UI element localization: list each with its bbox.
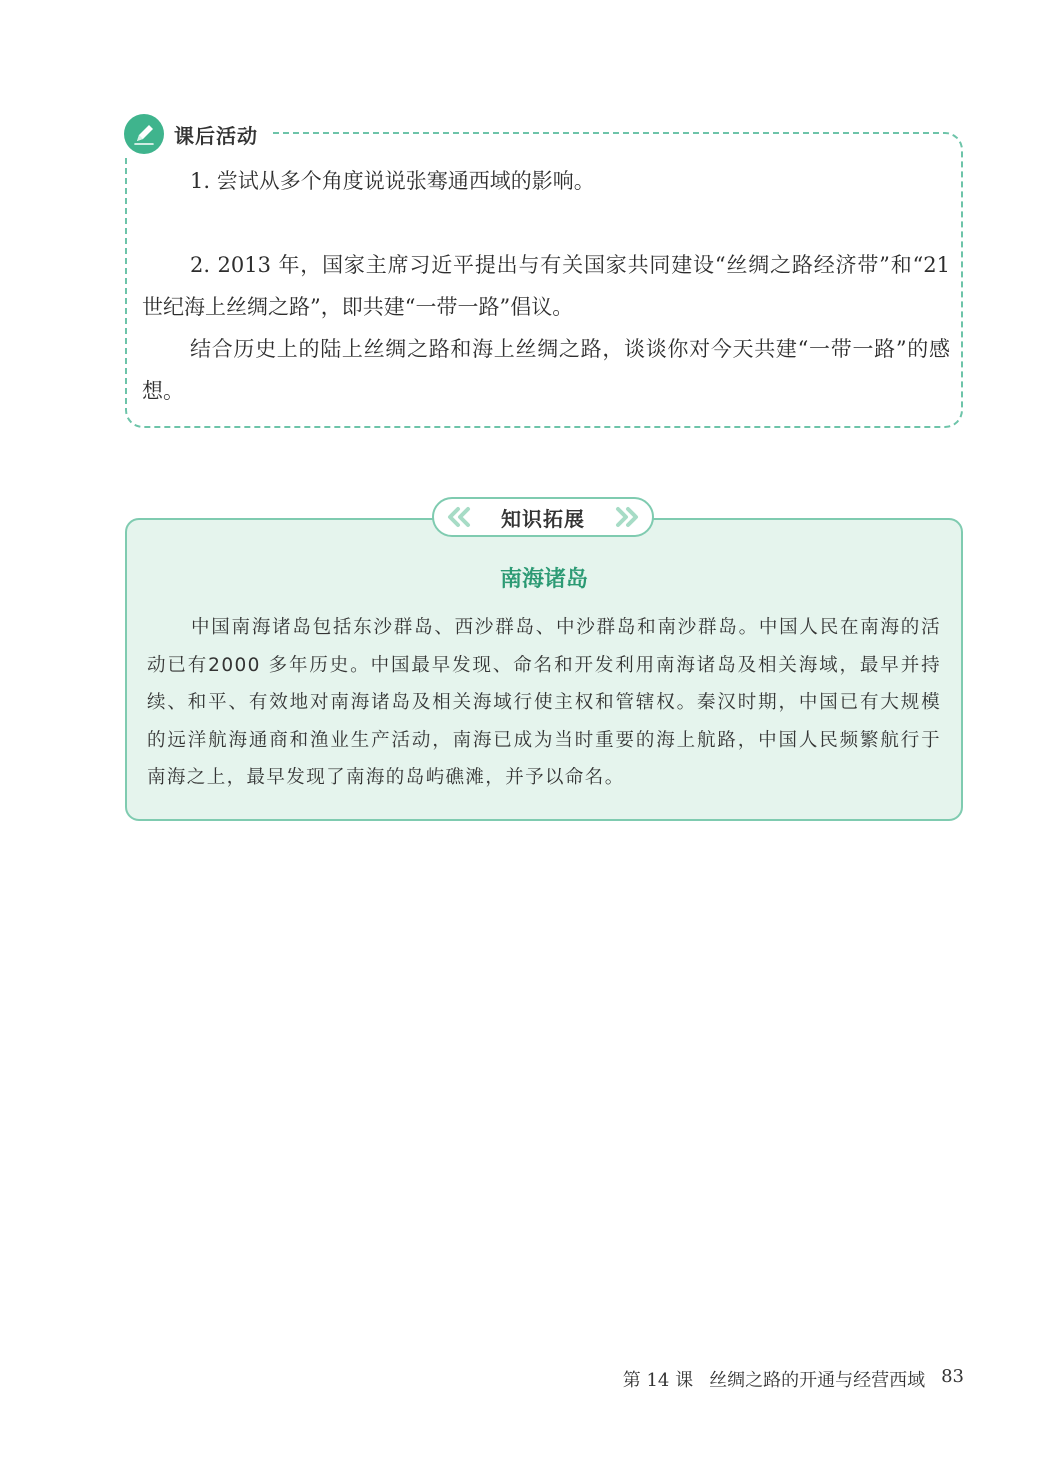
activity-question-1: 1. 尝试从多个角度说说张骞通西域的影响。	[190, 169, 595, 193]
knowledge-tab-title: 知识拓展	[501, 506, 585, 531]
page-footer	[623, 1366, 964, 1392]
footer-lesson-number: 第 14 课	[622, 1370, 694, 1391]
double-chevron-right-icon	[614, 506, 640, 528]
activity-question-2: 2. 2013 年，国家主席习近平提出与有关国家共同建设“丝绸之路经济带”和“21 世纪海上丝绸之路”，即共建“一带一路”倡议。	[142, 253, 950, 319]
activity-header	[118, 112, 270, 156]
footer-lesson-title: 丝绸之路的开通与经营西域	[709, 1370, 926, 1391]
activity-question-2-followup: 结合历史上的陆上丝绸之路和海上丝绸之路，谈谈你对今天共建“一带一路”的感想。	[142, 337, 950, 403]
pencil-icon	[124, 114, 164, 154]
double-chevron-left-icon	[446, 506, 472, 528]
page-number: 83	[941, 1366, 964, 1387]
knowledge-tab	[432, 497, 654, 537]
knowledge-heading: 南海诸岛	[499, 566, 588, 592]
knowledge-body: 中国南海诸岛包括东沙群岛、西沙群岛、中沙群岛和南沙群岛。中国人民在南海的活动已有2000 多年历史。中国最早发现、命名和开发利用南海诸岛及相关海域，最早并持续、和平、有效地对南海诸岛及相关海域行使主权和管辖权。秦汉时期，中国已有大规模的远洋航海通商和渔业生产活动，南海已成为当时重要的海上航路，中国人民频繁航行于南海之上，最早发现了南海的岛屿礁滩，并予以命名。	[147, 617, 941, 788]
activity-title: 课后活动	[174, 123, 258, 148]
